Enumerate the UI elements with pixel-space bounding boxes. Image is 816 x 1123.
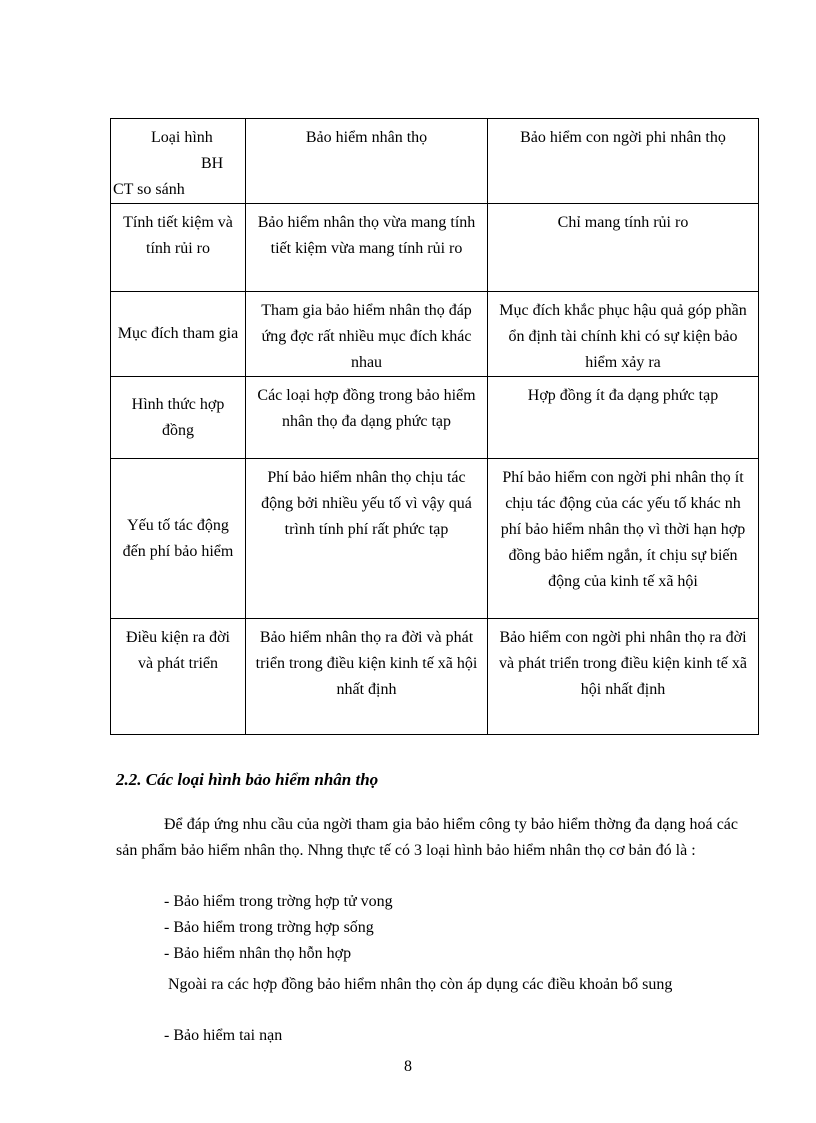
table-row <box>111 204 759 292</box>
table-row <box>111 377 759 459</box>
header-corner-cell <box>111 119 246 204</box>
table-row <box>111 292 759 377</box>
life-cell: Tham gia bảo hiểm nhân thọ đáp ứng đợc rất nhiều mục đích khác nhau <box>246 292 488 377</box>
list-item: - Bảo hiểm trong trờng hợp sống <box>164 919 374 936</box>
list-item: - Bảo hiểm nhân thọ hỗn hợp <box>164 945 352 962</box>
nonlife-cell: Hợp đồng ít đa dạng phức tạp <box>488 377 759 459</box>
life-cell: Bảo hiểm nhân thọ vừa mang tính tiết kiệm vừa mang tính rủi ro <box>246 204 488 292</box>
criterion-cell: Mục đích tham gia <box>111 292 246 377</box>
criterion-cell: Hình thức hợp đồng <box>111 377 246 459</box>
comparison-table <box>110 118 759 735</box>
supplement-paragraph: Ngoài ra các hợp đồng bảo hiểm nhân thọ còn áp dụng các điều khoản bổ sung <box>168 976 673 993</box>
criterion-cell: Yếu tố tác động đến phí bảo hiểm <box>111 459 246 619</box>
corner-label-compare: CT so sánh <box>113 181 185 198</box>
table-row <box>111 459 759 619</box>
corner-label-type: Loại hình <box>151 129 213 146</box>
corner-label-bh: BH <box>201 155 224 172</box>
life-cell: Phí bảo hiểm nhân thọ chịu tác động bởi nhiều yếu tố vì vậy quá trình tính phí rất phức tạp <box>246 459 488 619</box>
nonlife-cell: Bảo hiểm con ngời phi nhân thọ ra đời và phát triển trong điều kiện kinh tế xã hội nhất định <box>488 619 759 735</box>
nonlife-cell: Mục đích khắc phục hậu quả góp phần ổn định tài chính khi có sự kiện bảo hiểm xảy ra <box>488 292 759 377</box>
table-row <box>111 619 759 735</box>
criterion-cell: Điều kiện ra đời và phát triển <box>111 619 246 735</box>
list-item: - Bảo hiểm trong trờng hợp tử vong <box>164 893 393 910</box>
nonlife-cell: Chỉ mang tính rủi ro <box>488 204 759 292</box>
intro-paragraph: Để đáp ứng nhu cầu của ngời tham gia bảo hiểm công ty bảo hiểm thờng đa dạng hoá các sản phẩm bảo hiểm nhân thọ. Nhng thực tế có 3 loại hình bảo hiểm nhân thọ cơ bản đó là : <box>116 816 738 859</box>
life-cell: Các loại hợp đồng trong bảo hiểm nhân thọ đa dạng phức tạp <box>246 377 488 459</box>
nonlife-cell: Phí bảo hiểm con ngời phi nhân thọ ít chịu tác động của các yếu tố khác nh phí bảo hiểm nhân thọ vì thời hạn hợp đồng bảo hiểm ngắn, ít chịu sự biến động của kinh tế xã hội <box>488 459 759 619</box>
table-header-row <box>111 119 759 204</box>
section-heading: 2.2. Các loại hình bảo hiểm nhân thọ <box>116 770 379 789</box>
header-nonlife-insurance: Bảo hiểm con ngời phi nhân thọ <box>488 119 759 204</box>
criterion-cell: Tính tiết kiệm và tính rủi ro <box>111 204 246 292</box>
list-item: - Bảo hiểm tai nạn <box>164 1027 283 1044</box>
header-life-insurance: Bảo hiểm nhân thọ <box>246 119 488 204</box>
life-cell: Bảo hiểm nhân thọ ra đời và phát triển trong điều kiện kinh tế xã hội nhất định <box>246 619 488 735</box>
page-number: 8 <box>404 1058 412 1075</box>
